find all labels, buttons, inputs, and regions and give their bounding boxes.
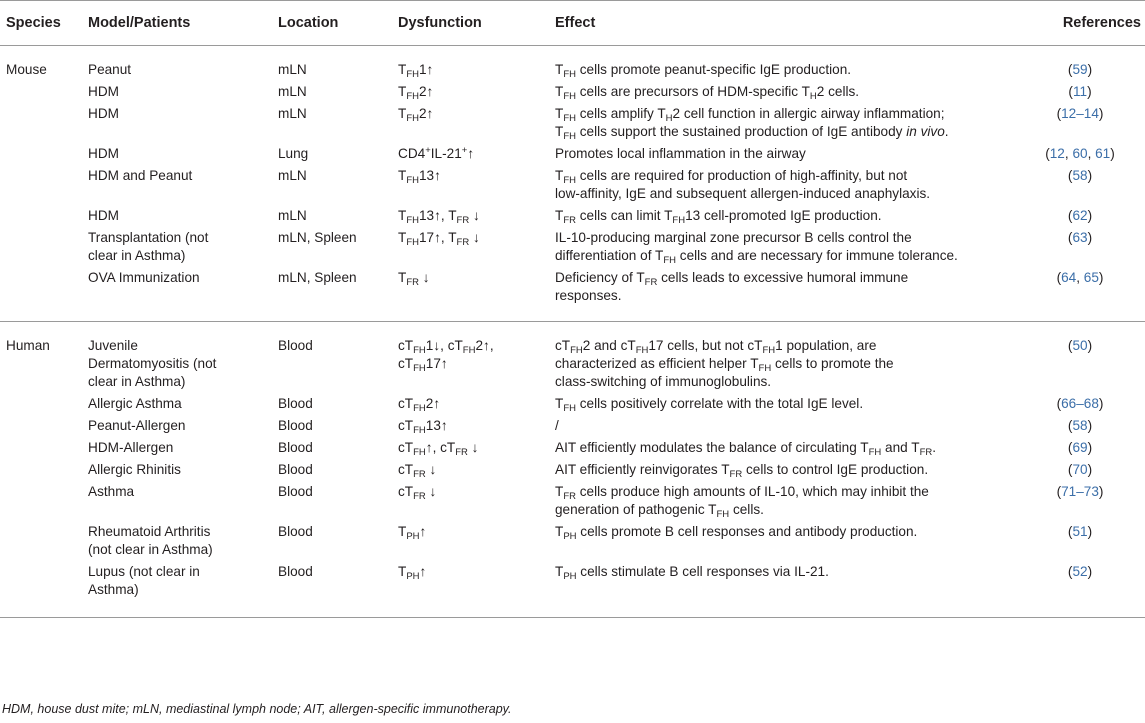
species-cell [0, 435, 82, 457]
effect-cell: / [555, 418, 559, 433]
location-cell: mLN, Spleen [272, 265, 392, 322]
dysfunction-cell: $T_{FH}2↑$ [398, 106, 434, 124]
location-cell: Blood [278, 462, 313, 477]
header-dysfunction: Dysfunction [392, 1, 549, 46]
references-cell: (58) [1067, 418, 1093, 433]
effect-cell: $T_{FH}$ cells promote peanut-specific IgE production. [555, 62, 852, 80]
table-row [0, 457, 1145, 479]
location-cell: Blood [278, 484, 313, 499]
model-cell: Juvenile Dermatomyositis (not clear in Asthma) [88, 338, 217, 389]
table-row [0, 46, 1145, 80]
mouse-section [0, 46, 1145, 322]
references-cell: (11) [1068, 84, 1092, 99]
species-cell [0, 391, 82, 413]
location-cell: mLN, Spleen [278, 230, 357, 245]
location-cell: mLN [278, 84, 307, 99]
location-cell: Blood [278, 524, 313, 539]
table-row [0, 322, 1145, 392]
model-cell: HDM [88, 146, 119, 161]
dysfunction-cell: $T_{FH}17↑$, $T_{FR}$ ↓ [398, 230, 480, 248]
model-cell: HDM-Allergen [88, 440, 174, 455]
dysfunction-cell: CD4+IL-21+↑ [398, 145, 475, 161]
location-cell: Blood [278, 396, 313, 411]
references-cell: (62) [1067, 208, 1093, 223]
model-cell: Peanut [88, 62, 132, 77]
references-cell: (12–14) [1056, 106, 1104, 121]
table-row [0, 479, 1145, 519]
model-cell: Rheumatoid Arthritis (not clear in Asthma) [88, 524, 213, 557]
location-cell: mLN [278, 168, 307, 183]
model-cell: OVA Immunization [82, 265, 272, 322]
model-cell: HDM and Peanut [88, 168, 193, 183]
model-cell: Transplantation (not clear in Asthma) [88, 230, 209, 263]
references-cell: (71–73) [1056, 484, 1104, 499]
location-cell: Lung [278, 146, 309, 161]
model-cell: HDM [88, 84, 119, 99]
table-header [0, 1, 1145, 46]
references-cell: (50) [1067, 338, 1093, 353]
table-footnote: HDM, house dust mite; mLN, mediastinal lymph node; AIT, allergen-specific immunotherapy. [2, 702, 512, 716]
dysfunction-cell: $cT_{FH}↑$, $cT_{FR}$ ↓ [398, 440, 479, 458]
table-row [0, 391, 1145, 413]
model-cell: Peanut-Allergen [88, 418, 186, 433]
species-cell [0, 479, 82, 519]
header-location: Location [272, 1, 392, 46]
species-cell [0, 413, 82, 435]
dysfunction-cell: $T_{FH}13↑$, $T_{FR}$ ↓ [398, 208, 480, 226]
effect-cell: $T_{FH}$ cells are required for production of high-affinity, but not low-affinity, IgE and subsequent allergen-induced anaphylaxis. [555, 168, 931, 201]
model-cell: Asthma [88, 484, 135, 499]
table-row [0, 79, 1145, 101]
dysfunction-cell: $T_{FH}2↑$ [398, 84, 434, 102]
dysfunction-cell: $T_{PH}↑$ [392, 559, 549, 618]
species-cell [0, 265, 82, 322]
dysfunction-cell: $cT_{FH}2↑$ [398, 396, 441, 414]
species-cell [0, 519, 82, 559]
dysfunction-cell: $cT_{FR}$ ↓ [398, 462, 437, 480]
effect-cell: $T_{FH}$ cells positively correlate with the total IgE level. [555, 396, 864, 414]
effect-cell: $T_{PH}$ cells stimulate B cell responses via IL-21. [549, 559, 1009, 618]
dysfunction-cell: $T_{FR}$ ↓ [392, 265, 549, 322]
effect-cell: $T_{FH}$ cells amplify $T_H2$ cell function in allergic airway inflammation; $T_{FH}$ cells support the sustained production of IgE antibody in vivo. [555, 106, 949, 142]
effect-cell: $T_{PH}$ cells promote B cell responses and antibody production. [555, 524, 918, 542]
effect-cell: AIT efficiently modulates the balance of circulating $T_{FH}$ and $T_{FR}$. [555, 440, 937, 458]
table-row [0, 413, 1145, 435]
references-cell: (52) [1009, 559, 1145, 618]
model-cell: HDM [88, 106, 119, 121]
header-model: Model/Patients [82, 1, 272, 46]
table-row [0, 163, 1145, 203]
table-row [0, 519, 1145, 559]
human-section [0, 322, 1145, 618]
effect-cell: Deficiency of $T_{FR}$ cells leads to excessive humoral immune responses. [549, 265, 1009, 322]
table-row [0, 559, 1145, 618]
references-cell: (69) [1067, 440, 1093, 455]
effect-cell: Promotes local inflammation in the airway [555, 146, 806, 161]
header-references: References [1009, 1, 1145, 46]
species-cell [0, 163, 82, 203]
location-cell: mLN [278, 106, 307, 121]
location-cell: Blood [278, 338, 313, 353]
references-cell: (64, 65) [1009, 265, 1145, 322]
references-cell: (12, 60, 61) [1045, 146, 1115, 161]
table-row [0, 101, 1145, 141]
species-cell [0, 225, 82, 265]
references-cell: (51) [1067, 524, 1093, 539]
location-cell: Blood [278, 418, 313, 433]
dysfunction-cell: $cT_{FR}$ ↓ [398, 484, 437, 502]
references-cell: (63) [1067, 230, 1093, 245]
effect-cell: $T_{FH}$ cells are precursors of HDM-specific $T_H2$ cells. [555, 84, 860, 102]
effect-cell: $T_{FR}$ cells can limit $T_{FH}13$ cell-promoted IgE production. [555, 208, 882, 226]
table-row [0, 203, 1145, 225]
header-effect: Effect [549, 1, 1009, 46]
effect-cell: AIT efficiently reinvigorates $T_{FR}$ cells to control IgE production. [555, 462, 929, 480]
location-cell: mLN [278, 208, 307, 223]
location-cell: mLN [278, 62, 307, 77]
species-cell [0, 559, 82, 618]
table-row [0, 141, 1145, 163]
location-cell: Blood [272, 559, 392, 618]
model-cell: Allergic Rhinitis [88, 462, 181, 477]
table-row [0, 225, 1145, 265]
references-cell: (66–68) [1056, 396, 1104, 411]
table-row [0, 265, 1145, 322]
model-cell: HDM [88, 208, 119, 223]
table-row [0, 435, 1145, 457]
references-cell: (70) [1067, 462, 1093, 477]
species-cell [0, 457, 82, 479]
dysfunction-cell: $T_{FH}1↑$ [398, 62, 434, 80]
effect-cell: $cT_{FH}2$ and $cT_{FH}17$ cells, but not $cT_{FH}1$ population, are characterized as efficient helper $T_{FH}$ cells to promote the class-switching of immunoglobulins. [555, 338, 894, 389]
references-cell: (58) [1067, 168, 1093, 183]
species-cell [0, 203, 82, 225]
dysfunction-cell: $cT_{FH}1↓$, $cT_{FH}2↑$, $cT_{FH}17↑$ [398, 338, 494, 374]
dysfunction-cell: $T_{FH}13↑$ [398, 168, 441, 186]
effect-cell: $T_{FR}$ cells produce high amounts of IL-10, which may inhibit the generation of pathogenic $T_{FH}$ cells. [555, 484, 929, 520]
species-cell: Mouse [6, 62, 47, 77]
species-cell: Human [6, 338, 50, 353]
location-cell: Blood [278, 440, 313, 455]
references-cell: (59) [1067, 62, 1093, 77]
species-cell [0, 101, 82, 141]
model-cell: Allergic Asthma [88, 396, 182, 411]
species-cell [0, 79, 82, 101]
model-cell: Lupus (not clear in Asthma) [82, 559, 272, 618]
dysfunction-cell: $cT_{FH}13↑$ [398, 418, 448, 436]
species-cell [0, 141, 82, 163]
effect-cell: IL-10-producing marginal zone precursor B cells control the differentiation of $T_{FH}$ cells and are necessary for immune tolerance. [555, 230, 958, 266]
dysfunction-cell: $T_{PH}↑$ [398, 524, 427, 542]
header-species: Species [0, 1, 82, 46]
